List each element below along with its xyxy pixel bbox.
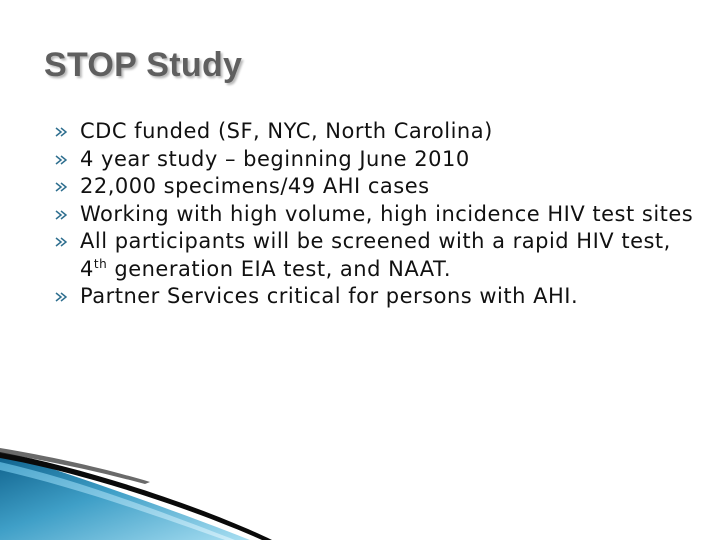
bullet-text: Partner Services critical for persons with AHI. xyxy=(80,284,579,308)
bullet-superscript: th xyxy=(93,256,108,271)
bullet-text: CDC funded (SF, NYC, North Carolina) xyxy=(80,119,493,143)
bullet-text-after: generation EIA test, and NAAT. xyxy=(107,256,452,281)
bullet-text: Working with high volume, high incidence HIV test sites xyxy=(80,201,694,226)
bullet-text: 4 year study – beginning June 2010 xyxy=(80,146,470,171)
slide-title: STOP Study xyxy=(44,46,243,84)
bullet-text-before: All participants will be screened with a rapid HIV test, 4 xyxy=(80,229,671,281)
bullet-text: 22,000 specimens/49 AHI cases xyxy=(80,174,430,198)
